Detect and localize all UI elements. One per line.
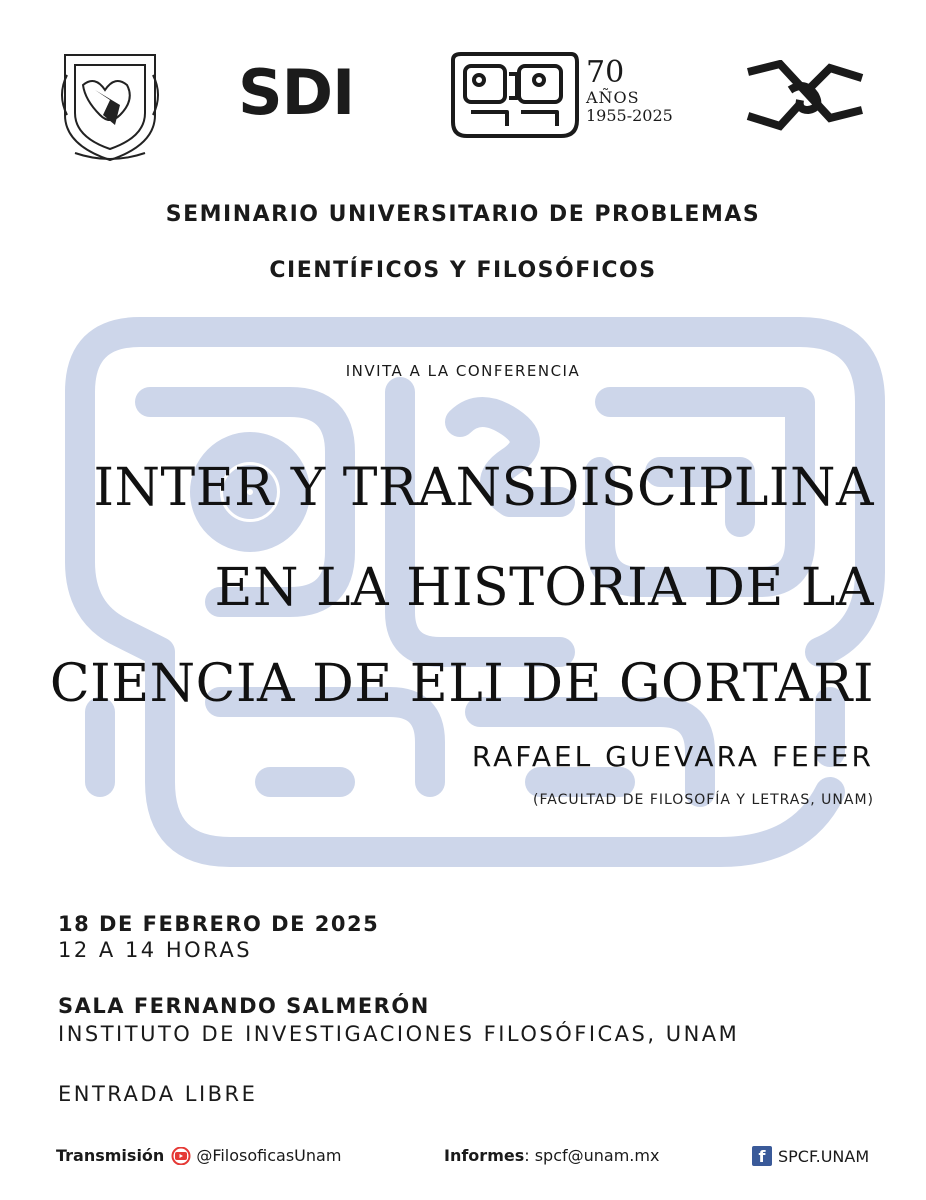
facebook-page-link[interactable]: SPCF.UNAM bbox=[778, 1146, 870, 1166]
anniversary-years: 1955-2025 bbox=[586, 106, 673, 125]
footer-facebook bbox=[752, 1146, 869, 1166]
invite-text: INVITA A LA CONFERENCIA bbox=[345, 362, 581, 380]
unam-seal-icon bbox=[55, 45, 165, 165]
event-room: SALA FERNANDO SALMERÓN bbox=[58, 994, 430, 1018]
speaker-name: RAFAEL GUEVARA FEFER bbox=[471, 740, 874, 773]
sdi-logo: SDI bbox=[238, 56, 355, 129]
event-institute: INSTITUTO DE INVESTIGACIONES FILOSÓFICAS, UNAM bbox=[58, 1022, 740, 1046]
youtube-icon[interactable] bbox=[170, 1147, 192, 1165]
speaker-affiliation: (FACULTAD DE FILOSOFÍA Y LETRAS, UNAM) bbox=[533, 792, 874, 808]
anniversary-mark bbox=[586, 55, 673, 125]
info-email-link[interactable]: : spcf@unam.mx bbox=[524, 1146, 660, 1165]
stream-handle-link[interactable]: @FilosoficasUnam bbox=[196, 1146, 342, 1165]
event-admission: ENTRADA LIBRE bbox=[58, 1082, 258, 1106]
facebook-icon[interactable]: f bbox=[752, 1146, 772, 1166]
anniversary-word: AÑOS bbox=[586, 88, 640, 107]
stream-label: Transmisión bbox=[56, 1146, 165, 1165]
anniversary-number: 70 bbox=[586, 55, 625, 90]
knot-icon bbox=[740, 60, 870, 135]
footer-info bbox=[444, 1146, 659, 1165]
iif-glyph-icon bbox=[447, 50, 582, 140]
talk-title-line1: INTER Y TRANSDISCIPLINA bbox=[93, 458, 874, 518]
footer-stream bbox=[56, 1146, 341, 1165]
event-date: 18 DE FEBRERO DE 2025 bbox=[58, 912, 380, 936]
talk-title-line3: CIENCIA DE ELI DE GORTARI bbox=[49, 654, 874, 714]
seminar-title-line2: CIENTÍFICOS Y FILOSÓFICOS bbox=[269, 258, 657, 283]
info-label: Informes bbox=[444, 1146, 525, 1165]
talk-title-line2: EN LA HISTORIA DE LA bbox=[214, 558, 874, 618]
seminar-title-line1: SEMINARIO UNIVERSITARIO DE PROBLEMAS bbox=[165, 202, 761, 227]
event-hours: 12 A 14 HORAS bbox=[58, 938, 253, 962]
